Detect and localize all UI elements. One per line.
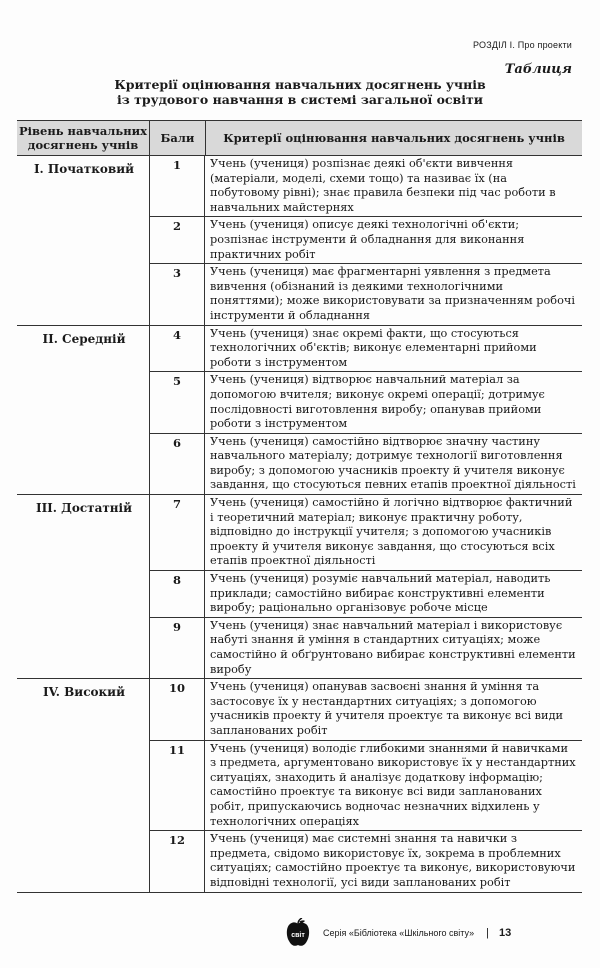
score-cell: 4 bbox=[150, 326, 205, 372]
page-number: 13 bbox=[498, 927, 512, 939]
table-title-line-1: Критерії оцінювання навчальних досягнень учнів bbox=[114, 77, 486, 92]
criteria-table bbox=[17, 120, 582, 893]
table-header-row bbox=[17, 121, 582, 156]
score-cell: 11 bbox=[150, 741, 205, 831]
level-name: IV. Високий bbox=[42, 685, 125, 700]
apple-logo-icon bbox=[285, 918, 311, 948]
series-name: Серія «Бібліотека «Шкільного світу» bbox=[323, 928, 475, 938]
score-cell: 10 bbox=[150, 679, 205, 739]
header-criteria: Критерії оцінювання навчальних досягнень учнів bbox=[223, 131, 565, 145]
running-header: РОЗДІЛ І. Про проекти bbox=[472, 40, 572, 50]
criteria-cell: Учень (учениця) розуміє навчальний матеріал, наводить приклади; самостійно вибирає конструктивні елементи виробу; раціонально організовує робоче місце bbox=[210, 572, 551, 615]
table-row bbox=[150, 434, 582, 494]
band-rows bbox=[149, 156, 582, 325]
table-row bbox=[150, 618, 582, 678]
criteria-cell: Учень (учениця) самостійно й логічно відтворює фактичний і теоретичний матеріал; виконує практичну роботу, відповідно до інструкції учителя; з допомогою учасників проекту й учителя виконує завдання, що стосуються всіх етапів проектної діяльності bbox=[210, 496, 573, 568]
band-rows bbox=[149, 679, 582, 891]
level-band bbox=[17, 156, 582, 326]
score-cell: 1 bbox=[150, 156, 205, 216]
level-name: ІІІ. Достатній bbox=[35, 501, 133, 516]
score-cell: 3 bbox=[150, 264, 205, 324]
level-name: І. Початковий bbox=[33, 162, 135, 176]
table-row bbox=[150, 372, 582, 433]
table-title-line-2: із трудового навчання в системі загальної освіти bbox=[117, 92, 483, 107]
score-cell: 9 bbox=[150, 618, 205, 678]
header-score: Бали bbox=[149, 121, 206, 155]
logo-text: світ bbox=[291, 932, 305, 939]
score-cell: 5 bbox=[150, 372, 205, 432]
page-footer bbox=[285, 918, 511, 948]
criteria-cell: Учень (учениця) знає окремі факти, що стосуються технологічних об'єктів; виконує елементарні прийоми роботи з інструментом bbox=[210, 326, 537, 369]
criteria-cell: Учень (учениця) знає навчальний матеріал і використовує набуті знання й уміння в стандартних ситуаціях; може самостійно й обґрунтовано вибирає конструктивні елементи виробу bbox=[210, 618, 576, 676]
score-cell: 6 bbox=[150, 434, 205, 494]
score-cell: 7 bbox=[150, 495, 205, 570]
level-band bbox=[17, 326, 582, 496]
table-title bbox=[40, 77, 560, 107]
table-row bbox=[150, 156, 582, 217]
criteria-cell: Учень (учениця) опанував засвоєні знання й уміння та застосовує їх у нестандартних ситуаціях; з допомогою учасників проекту й учителя проектує та виконує всі види запланованих робіт bbox=[210, 680, 564, 737]
band-rows bbox=[149, 326, 582, 495]
table-row bbox=[150, 495, 582, 571]
table-label: Таблиця bbox=[504, 62, 572, 77]
criteria-cell: Учень (учениця) володіє глибокими знаннями й навичками з предмета, аргументовано використовує їх у нестандартних ситуаціях, знаходить й аналізує додаткову інформацію; самостійно проектує та виконує всі види запланованих робіт, припускаючись водночас незначних відхилень у технологічних операціях bbox=[210, 741, 576, 828]
level-band bbox=[17, 679, 582, 891]
criteria-cell: Учень (учениця) розпізнає деякі об'єкти вивчення (матеріали, моделі, схеми тощо) та називає їх (на побутовому рівні); знає правила безпеки під час роботи в навчальних майстернях bbox=[210, 157, 556, 214]
footer-separator: | bbox=[486, 927, 489, 939]
score-cell: 12 bbox=[150, 831, 205, 891]
table-row bbox=[150, 679, 582, 740]
header-level: Рівень навчальних досягнень учнів bbox=[19, 124, 147, 152]
band-rows bbox=[149, 495, 582, 678]
table-row bbox=[150, 217, 582, 264]
level-band bbox=[17, 495, 582, 679]
criteria-cell: Учень (учениця) самостійно відтворює значну частину навчального матеріалу; дотримує технології виготовлення виробу; з допомогою учасників проекту й учителя виконує завдання, що стосуються певних етапів проектної діяльності bbox=[210, 434, 576, 492]
level-name: ІІ. Середній bbox=[42, 331, 126, 346]
score-cell: 2 bbox=[150, 217, 205, 263]
table-row bbox=[150, 264, 582, 324]
table-row bbox=[150, 741, 582, 832]
table-row bbox=[150, 326, 582, 373]
table-row bbox=[150, 831, 582, 891]
table-row bbox=[150, 571, 582, 618]
criteria-cell: Учень (учениця) описує деякі технологічні об'єкти; розпізнає інструменти й обладнання для виконання практичних робіт bbox=[210, 218, 525, 261]
criteria-cell: Учень (учениця) має фрагментарні уявлення з предмета вивчення (обізнаний із деякими технологічними поняттями); може використовувати за призначенням робочі інструменти й обладнання bbox=[210, 265, 575, 322]
score-cell: 8 bbox=[150, 571, 205, 617]
criteria-cell: Учень (учениця) відтворює навчальний матеріал за допомогою вчителя; виконує окремі операції; дотримує послідовності виготовлення виробу; опанував прийоми роботи з інструментом bbox=[210, 373, 545, 431]
criteria-cell: Учень (учениця) має системні знання та навички з предмета, свідомо використовує їх, зокрема в проблемних ситуаціях; самостійно проектує та виконує, використовуючи відповідні технології, усі види запланованих робіт bbox=[210, 832, 576, 889]
